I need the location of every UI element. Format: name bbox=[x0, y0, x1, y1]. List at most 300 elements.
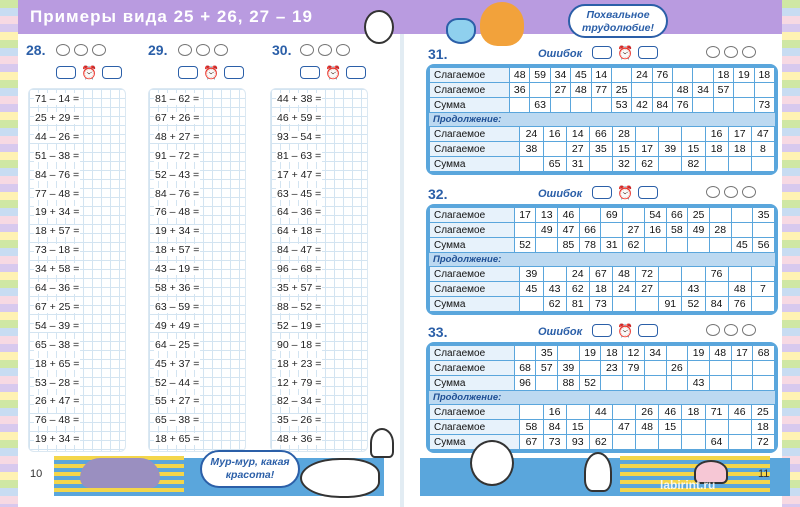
table-cell[interactable]: 76 bbox=[728, 297, 751, 312]
exercise-row[interactable]: 64 – 25 = bbox=[155, 338, 200, 351]
exercise-row[interactable]: 64 – 36 = bbox=[277, 206, 322, 219]
table-cell[interactable]: 16 bbox=[543, 127, 566, 142]
exercise-row[interactable]: 91 – 72 = bbox=[155, 149, 200, 162]
exercise-row[interactable]: 51 – 38 = bbox=[35, 149, 80, 162]
exercise-row[interactable]: 12 + 79 = bbox=[277, 376, 322, 389]
table-cell[interactable]: 42 bbox=[632, 98, 652, 113]
sun-face-icon[interactable] bbox=[92, 44, 106, 56]
table-cell[interactable] bbox=[753, 223, 775, 238]
exercise-row[interactable]: 76 – 48 = bbox=[35, 414, 80, 427]
table-cell[interactable] bbox=[682, 127, 705, 142]
table-cell[interactable]: 34 bbox=[644, 346, 666, 361]
mood-icons[interactable] bbox=[706, 186, 756, 198]
exercise-row[interactable]: 26 + 47 = bbox=[35, 395, 80, 408]
exercise-row[interactable]: 19 + 34 = bbox=[35, 433, 80, 446]
exercise-row[interactable]: 49 + 49 = bbox=[155, 319, 200, 332]
exercise-row[interactable]: 35 + 57 = bbox=[277, 282, 322, 294]
exercise-row[interactable]: 48 + 36 = bbox=[277, 433, 322, 446]
neutral-face-icon[interactable] bbox=[724, 324, 738, 336]
table-cell[interactable]: 12 bbox=[623, 346, 645, 361]
table-cell[interactable] bbox=[666, 238, 688, 253]
table-cell[interactable] bbox=[636, 435, 659, 450]
mood-icons[interactable] bbox=[178, 44, 228, 56]
table-cell[interactable] bbox=[673, 68, 693, 83]
table-cell[interactable]: 31 bbox=[601, 238, 623, 253]
exercise-row[interactable]: 43 – 19 = bbox=[155, 263, 200, 276]
table-cell[interactable] bbox=[520, 405, 543, 420]
table-cell[interactable]: 53 bbox=[611, 98, 631, 113]
sun-face-icon[interactable] bbox=[742, 186, 756, 198]
table-cell[interactable] bbox=[659, 435, 682, 450]
exercise-row[interactable]: 77 – 48 = bbox=[35, 187, 80, 200]
table-cell[interactable] bbox=[753, 361, 775, 376]
table-cell[interactable] bbox=[632, 83, 652, 98]
table-cell[interactable]: 14 bbox=[591, 68, 611, 83]
exercise-row[interactable]: 18 + 23 = bbox=[277, 357, 322, 370]
table-cell[interactable]: 48 bbox=[510, 68, 530, 83]
table-cell[interactable]: 64 bbox=[705, 435, 728, 450]
exercise-row[interactable]: 67 + 26 = bbox=[155, 111, 200, 124]
table-cell[interactable]: 35 bbox=[536, 346, 558, 361]
exercise-row[interactable]: 63 – 59 = bbox=[155, 300, 200, 313]
table-cell[interactable]: 15 bbox=[612, 142, 635, 157]
table-cell[interactable]: 18 bbox=[601, 346, 623, 361]
table-cell[interactable] bbox=[579, 361, 601, 376]
exercise-row[interactable]: 65 – 38 = bbox=[35, 338, 80, 351]
table-cell[interactable] bbox=[550, 98, 570, 113]
table-cell[interactable] bbox=[571, 98, 591, 113]
table-cell[interactable]: 62 bbox=[636, 157, 659, 172]
table-cell[interactable]: 28 bbox=[709, 223, 731, 238]
table-cell[interactable] bbox=[754, 83, 774, 98]
exercise-row[interactable]: 84 – 47 = bbox=[277, 244, 322, 257]
table-cell[interactable] bbox=[659, 267, 682, 282]
time-box[interactable] bbox=[224, 66, 244, 79]
table-cell[interactable] bbox=[520, 157, 543, 172]
mood-icons[interactable] bbox=[300, 44, 350, 56]
errors-box[interactable] bbox=[592, 186, 612, 199]
table-cell[interactable]: 58 bbox=[520, 420, 543, 435]
table-cell[interactable]: 68 bbox=[753, 346, 775, 361]
table-cell[interactable] bbox=[636, 127, 659, 142]
table-cell[interactable] bbox=[601, 223, 623, 238]
table-cell[interactable] bbox=[688, 361, 710, 376]
table-cell[interactable]: 34 bbox=[693, 83, 713, 98]
table-cell[interactable] bbox=[566, 405, 589, 420]
cloud-face-icon[interactable] bbox=[56, 44, 70, 56]
exercise-row[interactable]: 53 – 28 = bbox=[35, 376, 80, 389]
exercise-row[interactable]: 18 + 65 = bbox=[155, 433, 200, 446]
table-cell[interactable]: 28 bbox=[612, 127, 635, 142]
table-cell[interactable]: 7 bbox=[751, 282, 774, 297]
table-cell[interactable] bbox=[709, 208, 731, 223]
exercise-row[interactable]: 71 – 14 = bbox=[35, 93, 80, 105]
errors-box[interactable] bbox=[178, 66, 198, 79]
table-cell[interactable] bbox=[705, 282, 728, 297]
table-cell[interactable]: 48 bbox=[709, 346, 731, 361]
table-cell[interactable]: 19 bbox=[579, 346, 601, 361]
mood-icons[interactable] bbox=[56, 44, 106, 56]
time-box[interactable] bbox=[346, 66, 366, 79]
table-cell[interactable]: 46 bbox=[558, 208, 580, 223]
table-cell[interactable]: 15 bbox=[682, 142, 705, 157]
table-cell[interactable]: 43 bbox=[543, 282, 566, 297]
exercise-row[interactable]: 67 + 25 = bbox=[35, 300, 80, 313]
table-cell[interactable] bbox=[530, 83, 550, 98]
neutral-face-icon[interactable] bbox=[74, 44, 88, 56]
table-cell[interactable]: 17 bbox=[728, 127, 751, 142]
table-cell[interactable] bbox=[731, 223, 753, 238]
table-cell[interactable]: 13 bbox=[536, 208, 558, 223]
table-cell[interactable]: 62 bbox=[589, 435, 612, 450]
table-cell[interactable]: 68 bbox=[514, 361, 536, 376]
table-cell[interactable]: 24 bbox=[632, 68, 652, 83]
table-cell[interactable]: 47 bbox=[558, 223, 580, 238]
exercise-row[interactable]: 82 – 34 = bbox=[277, 395, 322, 408]
table-cell[interactable]: 44 bbox=[589, 405, 612, 420]
table-cell[interactable]: 36 bbox=[510, 83, 530, 98]
cloud-face-icon[interactable] bbox=[706, 46, 720, 58]
table-cell[interactable]: 27 bbox=[550, 83, 570, 98]
table-cell[interactable] bbox=[589, 157, 612, 172]
table-cell[interactable]: 73 bbox=[543, 435, 566, 450]
table-cell[interactable]: 56 bbox=[753, 238, 775, 253]
table-cell[interactable]: 47 bbox=[612, 420, 635, 435]
table-cell[interactable]: 58 bbox=[666, 223, 688, 238]
table-cell[interactable] bbox=[705, 420, 728, 435]
table-cell[interactable] bbox=[623, 376, 645, 391]
table-cell[interactable] bbox=[644, 238, 666, 253]
table-cell[interactable]: 73 bbox=[589, 297, 612, 312]
table-cell[interactable]: 46 bbox=[659, 405, 682, 420]
table-cell[interactable]: 59 bbox=[530, 68, 550, 83]
table-cell[interactable]: 16 bbox=[543, 405, 566, 420]
table-cell[interactable] bbox=[734, 98, 754, 113]
exercise-29-grid[interactable] bbox=[148, 88, 246, 452]
errors-box[interactable] bbox=[300, 66, 320, 79]
exercise-row[interactable]: 18 + 57 = bbox=[155, 244, 200, 257]
exercise-row[interactable]: 52 – 19 = bbox=[277, 319, 322, 332]
exercise-row[interactable]: 88 – 52 = bbox=[277, 300, 322, 313]
table-cell[interactable]: 19 bbox=[688, 346, 710, 361]
exercise-row[interactable]: 55 + 27 = bbox=[155, 395, 200, 408]
table-cell[interactable]: 24 bbox=[612, 282, 635, 297]
table-cell[interactable]: 24 bbox=[520, 127, 543, 142]
table-cell[interactable]: 47 bbox=[751, 127, 774, 142]
table-cell[interactable] bbox=[682, 267, 705, 282]
errors-box[interactable] bbox=[592, 324, 612, 337]
table-cell[interactable]: 45 bbox=[731, 238, 753, 253]
table-cell[interactable] bbox=[636, 297, 659, 312]
neutral-face-icon[interactable] bbox=[196, 44, 210, 56]
table-cell[interactable]: 57 bbox=[536, 361, 558, 376]
exercise-row[interactable]: 48 + 27 = bbox=[155, 130, 200, 143]
table-cell[interactable]: 46 bbox=[728, 405, 751, 420]
exercise-row[interactable]: 76 – 48 = bbox=[155, 206, 200, 219]
table-cell[interactable] bbox=[520, 297, 543, 312]
exercise-row[interactable]: 52 – 43 = bbox=[155, 168, 200, 181]
time-box[interactable] bbox=[638, 46, 658, 59]
table-cell[interactable]: 57 bbox=[713, 83, 733, 98]
sun-face-icon[interactable] bbox=[336, 44, 350, 56]
table-cell[interactable]: 48 bbox=[571, 83, 591, 98]
exercise-row[interactable]: 44 – 26 = bbox=[35, 130, 80, 143]
table-cell[interactable]: 19 bbox=[734, 68, 754, 83]
neutral-face-icon[interactable] bbox=[724, 186, 738, 198]
table-cell[interactable]: 45 bbox=[571, 68, 591, 83]
table-cell[interactable]: 96 bbox=[514, 376, 536, 391]
table-cell[interactable]: 78 bbox=[579, 238, 601, 253]
table-cell[interactable]: 63 bbox=[530, 98, 550, 113]
table-cell[interactable]: 26 bbox=[636, 405, 659, 420]
exercise-row[interactable]: 52 – 44 = bbox=[155, 376, 200, 389]
table-cell[interactable]: 84 bbox=[705, 297, 728, 312]
exercise-row[interactable]: 93 – 54 = bbox=[277, 130, 322, 143]
table-cell[interactable]: 93 bbox=[566, 435, 589, 450]
table-cell[interactable]: 49 bbox=[536, 223, 558, 238]
neutral-face-icon[interactable] bbox=[724, 46, 738, 58]
table-cell[interactable]: 76 bbox=[673, 98, 693, 113]
table-cell[interactable]: 27 bbox=[623, 223, 645, 238]
table-cell[interactable]: 8 bbox=[751, 142, 774, 157]
table-cell[interactable]: 14 bbox=[566, 127, 589, 142]
table-cell[interactable]: 15 bbox=[659, 420, 682, 435]
exercise-row[interactable]: 46 + 59 = bbox=[277, 111, 322, 124]
exercise-row[interactable]: 34 + 58 = bbox=[35, 263, 80, 276]
table-cell[interactable]: 48 bbox=[673, 83, 693, 98]
table-cell[interactable]: 48 bbox=[636, 420, 659, 435]
table-cell[interactable] bbox=[644, 376, 666, 391]
table-cell[interactable] bbox=[728, 267, 751, 282]
table-cell[interactable]: 24 bbox=[566, 267, 589, 282]
mood-icons[interactable] bbox=[706, 46, 756, 58]
table-cell[interactable]: 31 bbox=[566, 157, 589, 172]
table-cell[interactable]: 73 bbox=[754, 98, 774, 113]
table-cell[interactable] bbox=[734, 83, 754, 98]
table-cell[interactable]: 17 bbox=[731, 346, 753, 361]
table-cell[interactable]: 15 bbox=[566, 420, 589, 435]
table-cell[interactable]: 39 bbox=[558, 361, 580, 376]
exercise-row[interactable]: 19 + 34 = bbox=[35, 206, 80, 219]
table-cell[interactable] bbox=[705, 157, 728, 172]
table-cell[interactable] bbox=[666, 346, 688, 361]
table-cell[interactable]: 76 bbox=[705, 267, 728, 282]
table-cell[interactable] bbox=[751, 157, 774, 172]
table-cell[interactable]: 67 bbox=[520, 435, 543, 450]
table-cell[interactable] bbox=[753, 376, 775, 391]
table-cell[interactable] bbox=[709, 361, 731, 376]
table-cell[interactable]: 27 bbox=[636, 282, 659, 297]
table-cell[interactable] bbox=[709, 376, 731, 391]
table-cell[interactable]: 39 bbox=[520, 267, 543, 282]
table-cell[interactable]: 91 bbox=[659, 297, 682, 312]
table-cell[interactable]: 35 bbox=[589, 142, 612, 157]
exercise-30-grid[interactable] bbox=[270, 88, 368, 452]
table-cell[interactable] bbox=[659, 282, 682, 297]
table-cell[interactable] bbox=[589, 420, 612, 435]
errors-box[interactable] bbox=[592, 46, 612, 59]
table-cell[interactable]: 18 bbox=[589, 282, 612, 297]
table-cell[interactable] bbox=[543, 267, 566, 282]
exercise-row[interactable]: 18 + 57 = bbox=[35, 225, 80, 238]
table-cell[interactable]: 25 bbox=[688, 208, 710, 223]
table-cell[interactable] bbox=[612, 405, 635, 420]
table-cell[interactable] bbox=[728, 157, 751, 172]
exercise-row[interactable]: 81 – 62 = bbox=[155, 93, 200, 105]
table-cell[interactable]: 54 bbox=[644, 208, 666, 223]
table-cell[interactable] bbox=[510, 98, 530, 113]
sun-face-icon[interactable] bbox=[742, 46, 756, 58]
neutral-face-icon[interactable] bbox=[318, 44, 332, 56]
table-cell[interactable]: 72 bbox=[636, 267, 659, 282]
table-cell[interactable] bbox=[644, 361, 666, 376]
table-cell[interactable]: 35 bbox=[753, 208, 775, 223]
exercise-row[interactable]: 64 + 18 = bbox=[277, 225, 322, 238]
table-cell[interactable] bbox=[536, 238, 558, 253]
table-cell[interactable]: 32 bbox=[612, 157, 635, 172]
table-cell[interactable] bbox=[693, 68, 713, 83]
table-cell[interactable]: 39 bbox=[659, 142, 682, 157]
exercise-row[interactable]: 25 + 29 = bbox=[35, 111, 80, 124]
exercise-row[interactable]: 90 – 18 = bbox=[277, 338, 322, 351]
table-cell[interactable] bbox=[591, 98, 611, 113]
exercise-row[interactable]: 19 + 34 = bbox=[155, 225, 200, 238]
time-box[interactable] bbox=[638, 186, 658, 199]
table-cell[interactable]: 16 bbox=[705, 127, 728, 142]
table-cell[interactable] bbox=[514, 223, 536, 238]
table-cell[interactable]: 82 bbox=[682, 157, 705, 172]
table-cell[interactable] bbox=[612, 297, 635, 312]
exercise-row[interactable]: 18 + 65 = bbox=[35, 357, 80, 370]
table-cell[interactable]: 48 bbox=[728, 282, 751, 297]
table-cell[interactable]: 48 bbox=[612, 267, 635, 282]
table-cell[interactable]: 38 bbox=[520, 142, 543, 157]
table-cell[interactable]: 17 bbox=[514, 208, 536, 223]
table-cell[interactable]: 43 bbox=[682, 282, 705, 297]
mood-icons[interactable] bbox=[706, 324, 756, 336]
exercise-row[interactable]: 63 – 45 = bbox=[277, 187, 322, 200]
table-cell[interactable] bbox=[682, 435, 705, 450]
table-cell[interactable] bbox=[713, 98, 733, 113]
exercise-28-grid[interactable] bbox=[28, 88, 126, 452]
table-cell[interactable]: 66 bbox=[666, 208, 688, 223]
table-cell[interactable] bbox=[666, 376, 688, 391]
table-cell[interactable] bbox=[536, 376, 558, 391]
table-cell[interactable] bbox=[611, 68, 631, 83]
table-cell[interactable]: 76 bbox=[652, 68, 672, 83]
table-cell[interactable]: 52 bbox=[514, 238, 536, 253]
table-cell[interactable]: 18 bbox=[713, 68, 733, 83]
table-cell[interactable]: 18 bbox=[682, 405, 705, 420]
table-cell[interactable] bbox=[728, 420, 751, 435]
exercise-row[interactable]: 84 – 76 = bbox=[35, 168, 80, 181]
exercise-row[interactable]: 54 – 39 = bbox=[35, 319, 80, 332]
table-cell[interactable]: 26 bbox=[666, 361, 688, 376]
exercise-row[interactable]: 17 + 47 = bbox=[277, 168, 322, 181]
table-cell[interactable]: 81 bbox=[566, 297, 589, 312]
table-cell[interactable]: 79 bbox=[623, 361, 645, 376]
table-cell[interactable]: 71 bbox=[705, 405, 728, 420]
table-cell[interactable] bbox=[682, 420, 705, 435]
sun-face-icon[interactable] bbox=[214, 44, 228, 56]
exercise-row[interactable]: 58 + 36 = bbox=[155, 282, 200, 294]
exercise-row[interactable]: 45 + 37 = bbox=[155, 357, 200, 370]
exercise-row[interactable]: 44 + 38 = bbox=[277, 93, 322, 105]
table-cell[interactable] bbox=[731, 208, 753, 223]
table-cell[interactable]: 84 bbox=[543, 420, 566, 435]
table-cell[interactable]: 62 bbox=[543, 297, 566, 312]
table-cell[interactable]: 23 bbox=[601, 361, 623, 376]
exercise-row[interactable]: 65 – 38 = bbox=[155, 414, 200, 427]
cloud-face-icon[interactable] bbox=[706, 186, 720, 198]
table-cell[interactable] bbox=[612, 435, 635, 450]
table-cell[interactable]: 27 bbox=[566, 142, 589, 157]
table-cell[interactable]: 72 bbox=[751, 435, 774, 450]
cloud-face-icon[interactable] bbox=[300, 44, 314, 56]
table-cell[interactable]: 34 bbox=[550, 68, 570, 83]
table-cell[interactable]: 62 bbox=[566, 282, 589, 297]
exercise-row[interactable]: 84 – 76 = bbox=[155, 187, 200, 200]
table-cell[interactable]: 69 bbox=[601, 208, 623, 223]
table-cell[interactable]: 18 bbox=[751, 420, 774, 435]
table-cell[interactable] bbox=[688, 238, 710, 253]
table-cell[interactable] bbox=[579, 208, 601, 223]
cloud-face-icon[interactable] bbox=[706, 324, 720, 336]
table-cell[interactable]: 52 bbox=[682, 297, 705, 312]
table-cell[interactable]: 84 bbox=[652, 98, 672, 113]
table-cell[interactable] bbox=[751, 297, 774, 312]
table-cell[interactable]: 25 bbox=[751, 405, 774, 420]
table-cell[interactable]: 62 bbox=[623, 238, 645, 253]
table-cell[interactable] bbox=[543, 142, 566, 157]
table-cell[interactable]: 65 bbox=[543, 157, 566, 172]
table-cell[interactable] bbox=[659, 127, 682, 142]
exercise-row[interactable]: 73 – 18 = bbox=[35, 244, 80, 257]
table-cell[interactable]: 66 bbox=[579, 223, 601, 238]
table-cell[interactable] bbox=[514, 346, 536, 361]
table-cell[interactable] bbox=[601, 376, 623, 391]
table-cell[interactable] bbox=[709, 238, 731, 253]
sun-face-icon[interactable] bbox=[742, 324, 756, 336]
table-cell[interactable]: 49 bbox=[688, 223, 710, 238]
errors-box[interactable] bbox=[56, 66, 76, 79]
time-box[interactable] bbox=[102, 66, 122, 79]
table-cell[interactable] bbox=[751, 267, 774, 282]
table-cell[interactable]: 18 bbox=[728, 142, 751, 157]
table-cell[interactable]: 17 bbox=[636, 142, 659, 157]
table-cell[interactable] bbox=[558, 346, 580, 361]
exercise-row[interactable]: 64 – 36 = bbox=[35, 282, 80, 294]
table-cell[interactable]: 67 bbox=[589, 267, 612, 282]
table-cell[interactable]: 66 bbox=[589, 127, 612, 142]
cloud-face-icon[interactable] bbox=[178, 44, 192, 56]
table-cell[interactable] bbox=[731, 376, 753, 391]
table-cell[interactable] bbox=[623, 208, 645, 223]
table-cell[interactable]: 16 bbox=[644, 223, 666, 238]
time-box[interactable] bbox=[638, 324, 658, 337]
table-cell[interactable] bbox=[652, 83, 672, 98]
table-cell[interactable] bbox=[693, 98, 713, 113]
table-cell[interactable]: 18 bbox=[754, 68, 774, 83]
table-cell[interactable]: 45 bbox=[520, 282, 543, 297]
table-cell[interactable] bbox=[728, 435, 751, 450]
table-cell[interactable] bbox=[659, 157, 682, 172]
exercise-row[interactable]: 35 – 26 = bbox=[277, 414, 322, 427]
table-cell[interactable]: 77 bbox=[591, 83, 611, 98]
table-cell[interactable]: 18 bbox=[705, 142, 728, 157]
table-cell[interactable]: 43 bbox=[688, 376, 710, 391]
table-cell[interactable]: 52 bbox=[579, 376, 601, 391]
